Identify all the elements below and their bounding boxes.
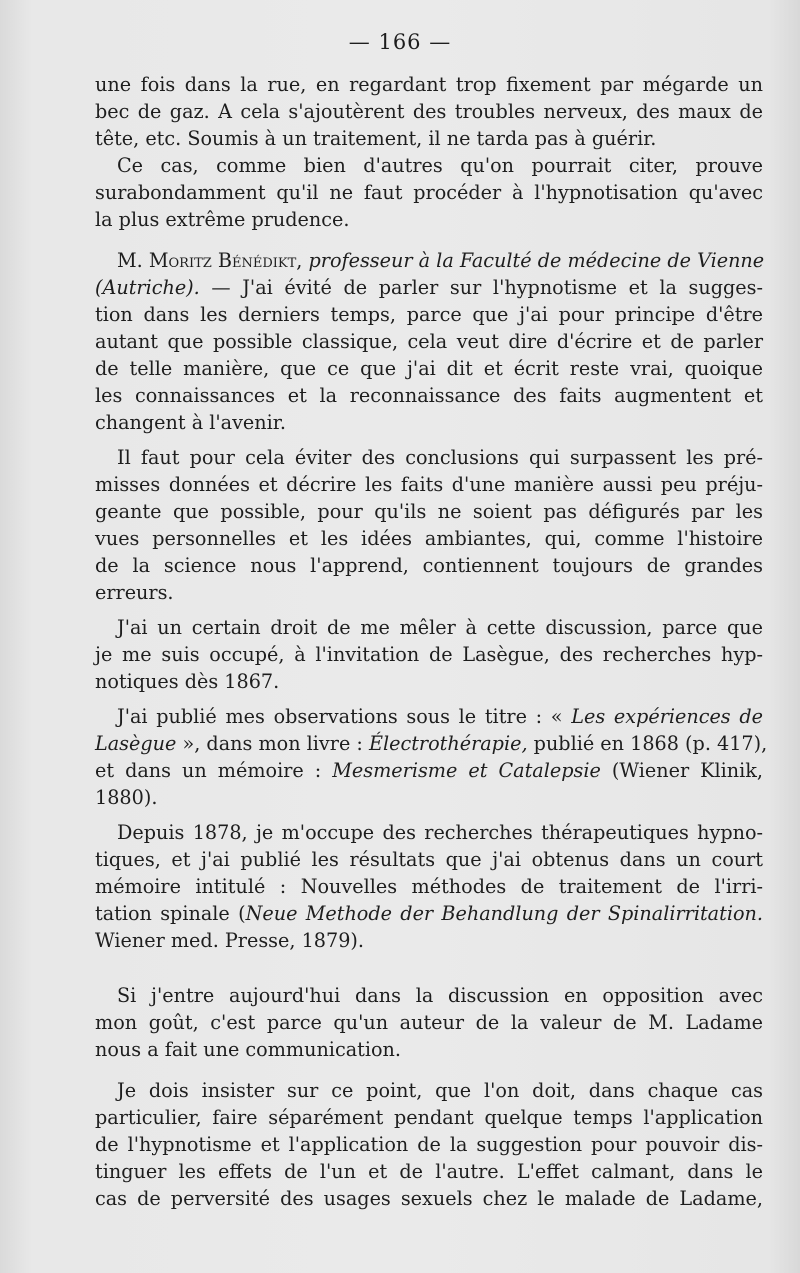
paragraph-8 [95, 982, 763, 1063]
text-line: Wiener med. Presse, 1879). [95, 929, 364, 952]
text-line: surabondamment qu'il ne faut procéder à l'hypnotisation qu'avec [95, 181, 763, 204]
text-line [95, 274, 763, 301]
paragraph-1 [95, 71, 763, 152]
text-line: Si j'entre aujourd'hui dans la discussion en opposition avec [117, 984, 763, 1007]
text-line [95, 900, 763, 927]
text-line: Depuis 1878, je m'occupe des recherches thérapeutiques hypno- [117, 821, 763, 844]
text-line: notiques dès 1867. [95, 670, 280, 693]
text-line: 1880). [95, 786, 158, 809]
text-line: bec de gaz. A cela s'ajoutèrent des troubles nerveux, des maux de [95, 100, 763, 123]
text-line: les connaissances et la reconnaissance des faits augmentent et [95, 384, 763, 407]
text-line: Ce cas, comme bien d'autres qu'on pourrait citer, prouve [117, 154, 763, 177]
text-span: — J'ai évité de parler sur l'hypnotisme et la sugges- [199, 276, 763, 299]
text-line: de l'hypnotisme et l'application de la suggestion pour pouvoir dis- [95, 1133, 763, 1156]
text-line: vues personnelles et les idées ambiantes, qui, comme l'histoire [95, 527, 763, 550]
text-line: la plus extrême prudence. [95, 208, 350, 231]
text-line: tête, etc. Soumis à un traitement, il ne tarda pas à guérir. [95, 127, 657, 150]
memoir-title: Mesmerisme et Catalepsie [332, 759, 601, 782]
speaker-prefix: M. [117, 249, 143, 272]
text-line: J'ai un certain droit de me mêler à cette discussion, parce que [117, 616, 763, 639]
text-line: de telle manière, que ce que j'ai dit et écrit reste vrai, quoique [95, 357, 763, 380]
text-line: de la science nous l'apprend, contiennent toujours de grandes [95, 554, 763, 577]
body-text [95, 71, 768, 1212]
paragraph-9 [95, 1077, 763, 1212]
text-line [95, 757, 763, 784]
paragraph-3 [95, 247, 763, 436]
paragraph-4 [95, 444, 763, 606]
text-line [95, 703, 763, 730]
speaker-name: Moritz Bénédikt, [148, 249, 303, 272]
text-line: changent à l'avenir. [95, 411, 286, 434]
paragraph-2 [95, 152, 763, 233]
speaker-line [95, 247, 763, 274]
paragraph-7 [95, 819, 763, 954]
text-line: Je dois insister sur ce point, que l'on doit, dans chaque cas [117, 1079, 763, 1102]
text-line: particulier, faire séparément pendant quelque temps l'application [95, 1106, 763, 1129]
speaker-country: (Autriche). [95, 276, 200, 299]
text-line: mon goût, c'est parce qu'un auteur de la valeur de M. Ladame [95, 1011, 763, 1034]
text-line: geante que possible, pour qu'ils ne soient pas défigurés par les [95, 500, 763, 523]
text-line: je me suis occupé, à l'invitation de Lasègue, des recherches hyp- [95, 643, 763, 666]
text-line: nous a fait une communication. [95, 1038, 401, 1061]
text-line: Il faut pour cela éviter des conclusions qui surpassent les pré- [117, 446, 763, 469]
text-line: tinguer les effets de l'un et de l'autre. L'effet calmant, dans le [95, 1160, 763, 1183]
text-line: cas de perversité des usages sexuels chez le malade de Ladame, [95, 1187, 763, 1210]
page-number: — 166 — [348, 30, 452, 54]
text-span: publié en 1868 (p. 417), [527, 732, 768, 755]
text-line: autant que possible classique, cela veut dire d'écrire et de parler [95, 330, 763, 353]
text-span: tation spinale ( [95, 902, 246, 925]
text-line [95, 730, 768, 757]
title-italic: Lasègue [95, 732, 177, 755]
text-span: et dans un mémoire : [95, 759, 333, 782]
title-italic: Les expériences de [571, 705, 763, 728]
paragraph-5 [95, 614, 763, 695]
article-title: Neue Methode der Behandlung der Spinalirritation. [245, 902, 763, 925]
text-line: une fois dans la rue, en regardant trop fixement par mégarde un [95, 73, 763, 96]
text-line: erreurs. [95, 581, 174, 604]
text-span: », dans mon livre : [176, 732, 369, 755]
text-span: J'ai publié mes observations sous le titre : « [117, 705, 572, 728]
text-span: (Wiener Klinik, [600, 759, 763, 782]
text-line: tion dans les derniers temps, parce que j'ai pour principe d'être [95, 303, 763, 326]
text-line: tiques, et j'ai publié les résultats que j'ai obtenus dans un court [95, 848, 763, 871]
book-title: Électrothérapie, [368, 732, 528, 755]
text-line: misses données et décrire les faits d'une manière aussi peu préju- [95, 473, 763, 496]
speaker-title: professeur à la Faculté de médecine de Vienne [308, 249, 765, 272]
text-line: mémoire intitulé : Nouvelles méthodes de traitement de l'irri- [95, 875, 763, 898]
paragraph-6 [95, 703, 768, 811]
